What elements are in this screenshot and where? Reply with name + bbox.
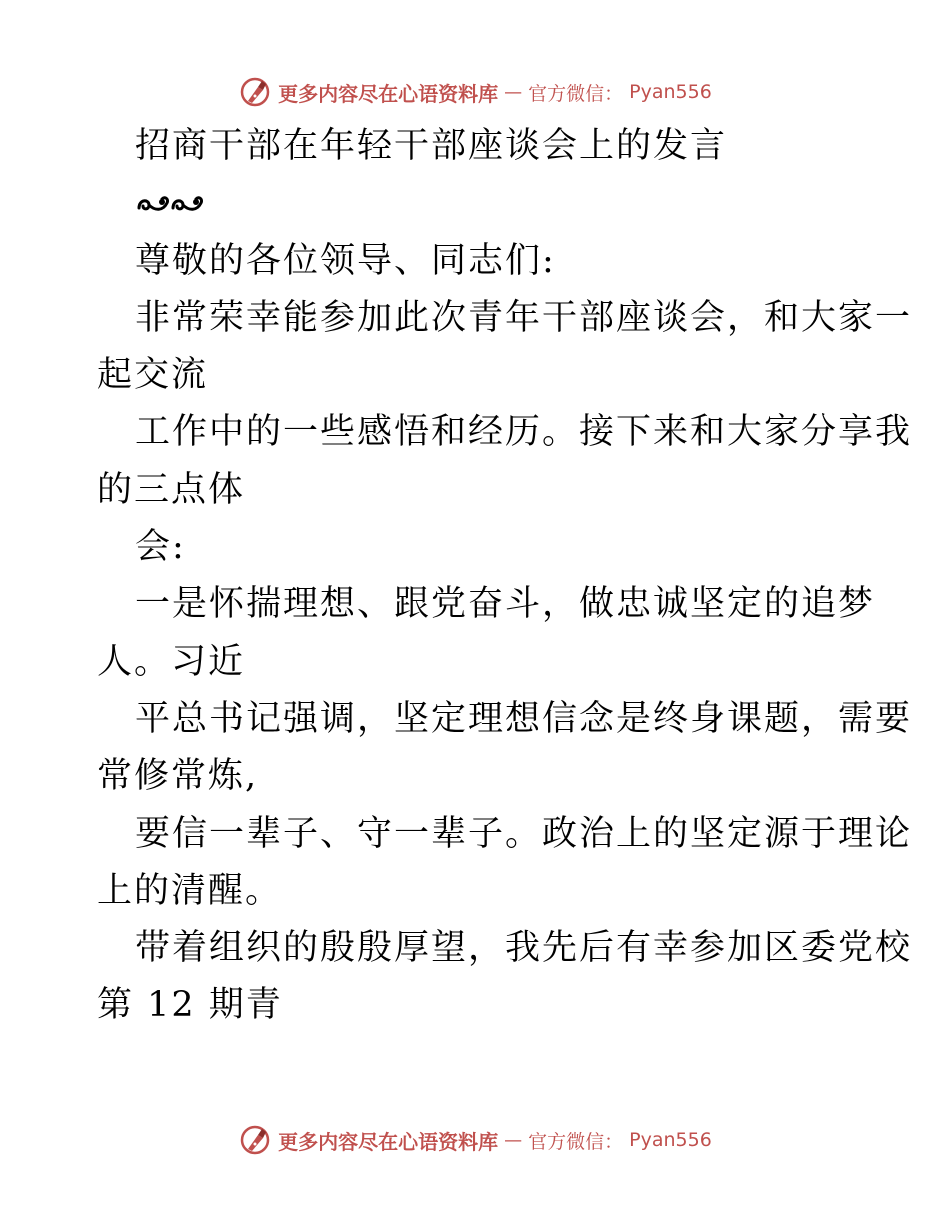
paragraph-line: 一是怀揣理想、跟党奋斗，做忠诚坚定的追梦 (135, 584, 876, 625)
watermark-wechat-id: Pyan556 (629, 1129, 712, 1151)
document-body (97, 118, 913, 1035)
paragraph-line: 常修常炼, (97, 756, 259, 797)
paragraph-line: 会: (135, 527, 186, 568)
paragraph-line: 上的清醒。 (97, 870, 283, 911)
watermark-site-text: 更多内容尽在心语资料库 (278, 1129, 499, 1154)
watermark-wechat-label: 官方微信： (528, 82, 624, 105)
pen-nib-logo-icon (238, 75, 272, 109)
paragraph-line: 平总书记强调，坚定理想信念是终身课题，需要 (135, 698, 913, 739)
watermark-wechat-label: 官方微信： (528, 1130, 624, 1153)
ornament-row (97, 175, 857, 232)
footer-watermark (0, 1120, 950, 1160)
paragraph-line: 带着组织的殷殷厚望，我先后有幸参加区委党校 (135, 928, 913, 969)
paragraph-line: 要信一辈子、守一辈子。政治上的坚定源于理论 (135, 813, 913, 854)
paragraph-line: 起交流 (97, 355, 209, 396)
paragraph-line: 第 12 期青 (97, 985, 283, 1026)
pen-nib-logo-icon (238, 1123, 272, 1157)
paragraph-line: 工作中的一些感悟和经历。接下来和大家分享我 (135, 412, 913, 453)
header-watermark (0, 72, 950, 112)
floral-swirl-ornament-icon (135, 191, 209, 217)
salutation-line: 尊敬的各位领导、同志们: (135, 240, 556, 281)
paragraph-line: 的三点体 (97, 469, 246, 510)
paragraph-line: 非常荣幸能参加此次青年干部座谈会，和大家一 (135, 297, 913, 338)
paragraph-line: 人。习近 (97, 641, 246, 682)
watermark-site-text: 更多内容尽在心语资料库 (278, 81, 499, 106)
watermark-wechat-id: Pyan556 (629, 81, 712, 103)
watermark-dash: — (504, 1129, 523, 1151)
watermark-dash: — (504, 81, 523, 103)
document-title: 招商干部在年轻干部座谈会上的发言 (135, 126, 728, 166)
